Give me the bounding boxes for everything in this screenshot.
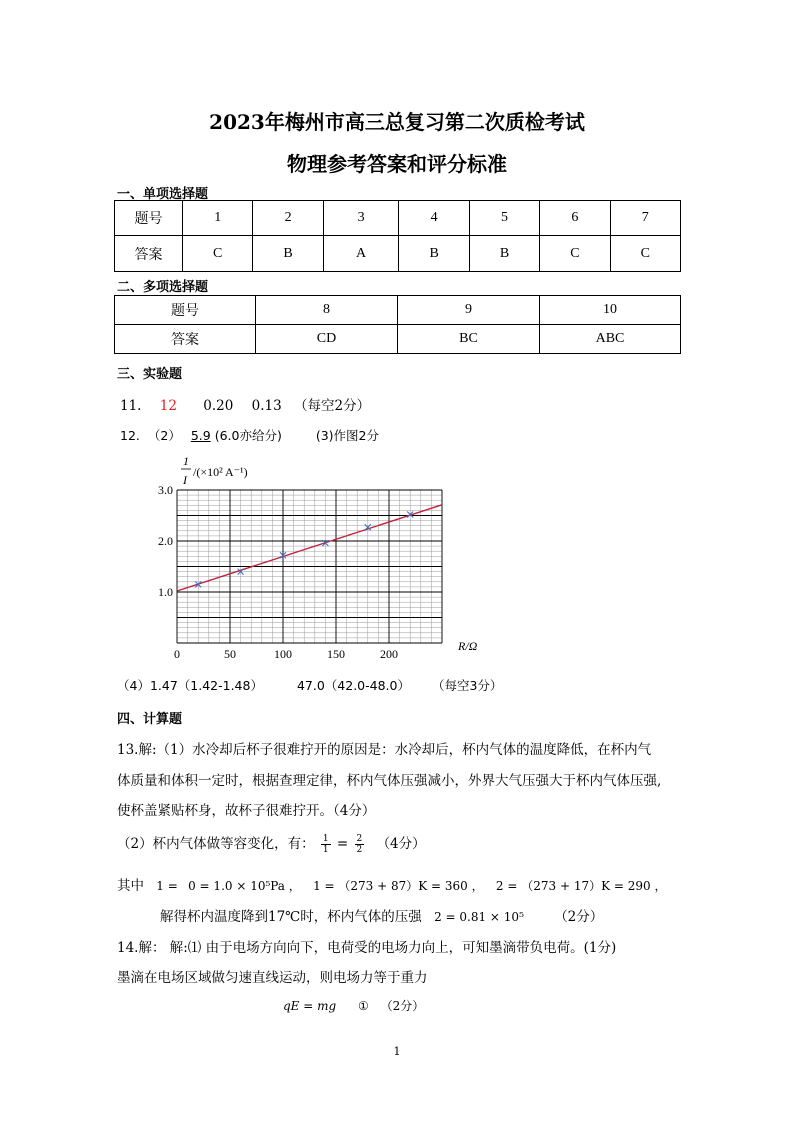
section-heading-experiment: 三、实验题	[117, 367, 183, 382]
q13-solve-value: 2 = 0.81 × 10⁵	[434, 910, 524, 924]
q14-equation-score: （2分）	[380, 999, 425, 1013]
q13-line-1: 13.解:（1）水冷却后杯子很难拧开的原因是：水冷却后，杯内气体的温度降低，在杯内气	[117, 742, 652, 758]
fit-line	[177, 505, 442, 591]
q13-part2-line	[117, 832, 426, 855]
q12-4-part: （4）1.47（1.42-1.48）	[117, 678, 263, 693]
section-heading-calculation: 四、计算题	[117, 712, 183, 727]
doc-title: 2023年梅州市高三总复习第二次质检考试	[209, 110, 585, 134]
q12-4-note: （每空3分）	[431, 678, 503, 693]
q13-given-3: 1 = （273 + 87）K = 360 ，	[313, 879, 484, 893]
x-tick-label: 200	[380, 647, 398, 661]
row-header: 答案	[115, 236, 183, 272]
q14-line-2: 墨滴在电场区域做匀速直线运动，则电场力等于重力	[117, 970, 428, 986]
table-cell: A	[323, 236, 399, 272]
fraction-denominator: 1	[322, 845, 329, 855]
q12-4-line	[117, 676, 502, 694]
table-cell: 1	[183, 201, 253, 236]
fraction-numerator: 2	[356, 834, 363, 844]
multi-choice-table	[114, 295, 681, 354]
section-heading-single-choice: 一、单项选择题	[117, 187, 209, 202]
single-choice-table	[114, 200, 681, 272]
table-row	[115, 325, 681, 354]
q11-line	[120, 394, 370, 414]
q13-solve-score: （2分）	[554, 909, 604, 925]
q11-answer-3: 0.13	[251, 398, 282, 414]
y-tick-labels	[158, 483, 173, 599]
y-tick-label: 1.0	[158, 585, 173, 599]
x-tick-label: 0	[174, 647, 180, 661]
q11-score-note: （每空2分）	[293, 398, 371, 414]
fraction-right	[355, 834, 365, 855]
y-axis-label-numerator: 1	[183, 454, 189, 468]
table-cell: C	[183, 236, 253, 272]
x-tick-label: 100	[274, 647, 292, 661]
q12-part3: (3)作图2分	[315, 428, 379, 443]
q12-value: 5.9	[190, 428, 211, 443]
q13-part2-score: （4分）	[376, 836, 426, 852]
table-cell: 10	[540, 296, 681, 325]
table-cell: 6	[540, 201, 610, 236]
graph-inverse-current-vs-resistance	[140, 450, 500, 665]
table-cell: C	[540, 236, 610, 272]
fraction-numerator: 1	[322, 834, 329, 844]
table-cell: 9	[398, 296, 540, 325]
table-cell: 3	[323, 201, 399, 236]
q13-given-4: 2 = （273 + 17）K = 290 ，	[495, 879, 667, 893]
x-axis-label: R/Ω	[458, 639, 478, 653]
table-row	[115, 296, 681, 325]
q11-answer-2: 0.20	[203, 398, 234, 414]
row-header: 答案	[115, 325, 256, 354]
table-row	[115, 201, 681, 236]
fraction-denominator: 2	[356, 845, 363, 855]
q14-equation-line	[283, 997, 424, 1014]
q14-equation-mark: ①	[358, 999, 369, 1013]
q12-4-value2: 47.0（42.0-48.0）	[296, 678, 410, 693]
q13-given-prefix: 其中	[117, 878, 144, 894]
table-cell: CD	[256, 325, 398, 354]
q12-line	[120, 426, 379, 444]
q13-solve-text: 解得杯内温度降到17℃时，杯内气体的压强	[160, 909, 422, 925]
doc-subtitle: 物理参考答案和评分标准	[287, 152, 507, 176]
table-cell: 2	[253, 201, 323, 236]
q13-given-2: 0 = 1.0 × 10⁵Pa ，	[188, 879, 301, 893]
table-cell: B	[253, 236, 323, 272]
q13-given-1: 1 =	[156, 879, 178, 893]
x-tick-labels	[174, 647, 398, 661]
q12-value-note: (6.0亦给分)	[214, 428, 282, 443]
grid-major-lines	[177, 490, 442, 643]
table-cell: ABC	[540, 325, 681, 354]
q12-part2: （2）	[147, 428, 181, 443]
q13-part2-prefix: （2）杯内气体做等容变化，有：	[117, 836, 315, 852]
table-cell: 5	[469, 201, 539, 236]
x-tick-label: 150	[327, 647, 345, 661]
table-cell: B	[399, 236, 469, 272]
table-cell: BC	[398, 325, 540, 354]
y-tick-label: 2.0	[158, 534, 173, 548]
q13-line-2: 体质量和体积一定时，根据查理定律，杯内气体压强减小，外界大气压强大于杯内气体压强,	[117, 773, 662, 789]
q11-label: 11.	[120, 398, 142, 414]
page-number: 1	[393, 1045, 401, 1058]
q14-line-1: 14.解： 解:⑴ 由于电场方向向下，电荷受的电场力向上，可知墨滴带负电荷。(1分)	[117, 940, 617, 956]
x-tick-label: 50	[224, 647, 236, 661]
q14-equation: qE = mg	[283, 999, 337, 1013]
y-tick-label: 3.0	[158, 483, 173, 497]
q13-solve-line	[160, 905, 603, 925]
table-cell: C	[610, 236, 680, 272]
table-cell: B	[469, 236, 539, 272]
table-cell: 8	[256, 296, 398, 325]
q13-line-3: 使杯盖紧贴杯身，故杯子很难拧开。（4分）	[117, 803, 376, 819]
row-header: 题号	[115, 201, 183, 236]
y-axis-label-unit: /(×10² A⁻¹)	[193, 465, 248, 479]
fraction-left	[321, 834, 331, 855]
table-row	[115, 236, 681, 272]
q11-answer-1: 12	[159, 398, 177, 414]
table-cell: 7	[610, 201, 680, 236]
q13-given-line	[117, 874, 666, 894]
section-heading-multi-choice: 二、多项选择题	[117, 280, 209, 295]
equals-sign: =	[336, 836, 349, 852]
table-cell: 4	[399, 201, 469, 236]
q12-label: 12.	[120, 428, 140, 443]
row-header: 题号	[115, 296, 256, 325]
y-axis-label-denominator: I	[183, 473, 187, 487]
